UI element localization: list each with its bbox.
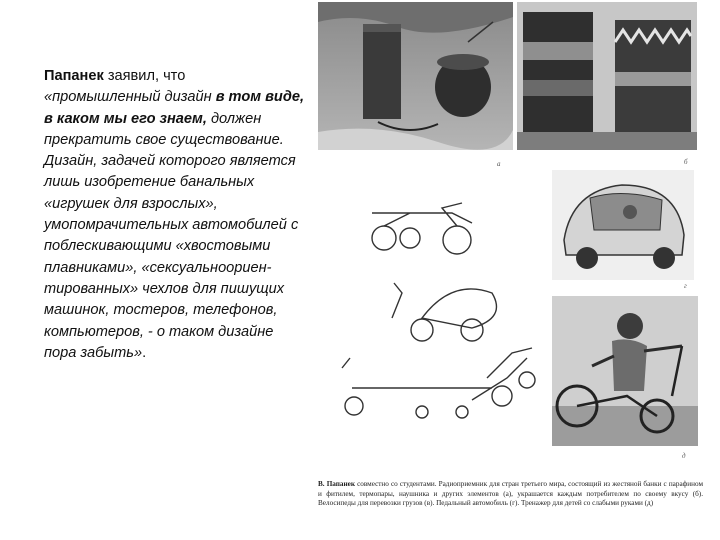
figure-label-g: г bbox=[684, 282, 687, 290]
photo-decorated-cans bbox=[517, 2, 697, 150]
figure-label-d: д bbox=[682, 452, 686, 460]
photo-child-trainer bbox=[552, 296, 698, 446]
quote-part2: должен прекратить свое существование. Дизайн, задачей которого является лишь изобретение банальных «игрушек для взрослых», умопомрачительных автомобилей с поблескивающими «хвостовыми плавниками», «сексуальноориен-тированных» чехлов для пишущих машинок, тостеров, телефонов, компьютеров, - о таком дизайне пора забыть» bbox=[44, 110, 299, 361]
author-name: Папанек bbox=[44, 68, 104, 84]
quote-end: . bbox=[142, 344, 147, 361]
figure-label-b: б bbox=[684, 158, 688, 166]
photo-pedal-car bbox=[552, 170, 694, 280]
caption-text: совместно со студентами. Радиоприемник для стран третьего мира, состоящий из жестяной банки с парафином и фитилем, термопары, наушника и других элементов (а), украшается каждым потребителем по своему вкусу (б). Велосипеды для перевозки грузов (в). Педальный автомобиль (г). Тренажер для детей со слабыми руками (д) bbox=[318, 480, 704, 508]
photo-radio-cans bbox=[318, 2, 513, 150]
figure-label-a: а bbox=[497, 160, 501, 168]
quote-lead: заявил, что bbox=[103, 68, 186, 84]
figure-caption bbox=[318, 480, 703, 509]
drawing-cargo-bicycles bbox=[322, 168, 542, 436]
quote-part1: «промышленный дизайн bbox=[44, 89, 216, 106]
caption-author: В. Папанек bbox=[318, 480, 355, 488]
quote-emphasis: в том виде, в каком мы его знаем, bbox=[44, 89, 305, 127]
quote-text bbox=[44, 66, 306, 364]
